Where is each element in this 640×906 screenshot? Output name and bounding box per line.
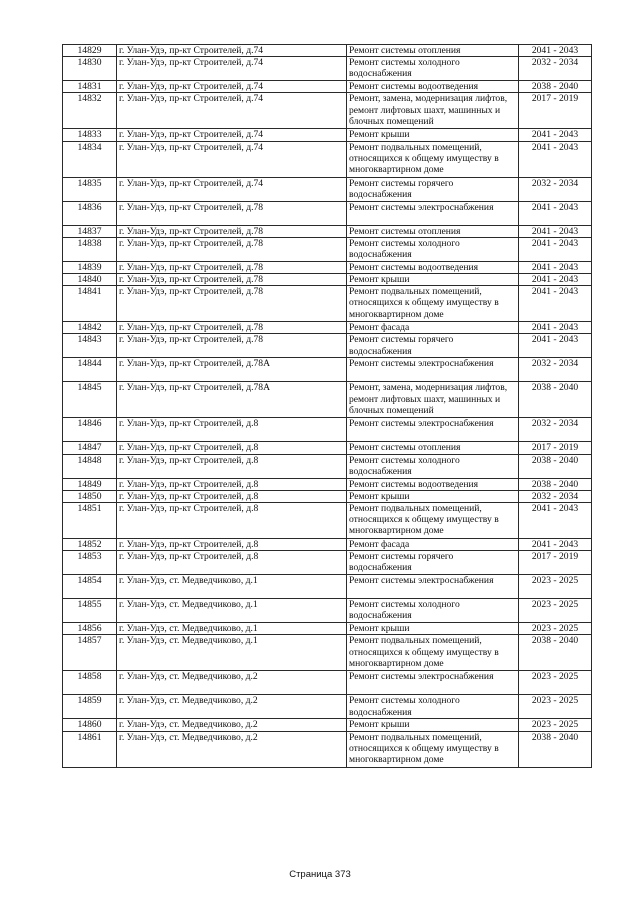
row-years: 2041 - 2043: [519, 141, 592, 177]
repair-schedule-table: [62, 44, 592, 768]
row-number: 14848: [63, 454, 117, 478]
row-address: г. Улан-Удэ, пр-кт Строителей, д.8: [117, 454, 347, 478]
page-number: Страница 373: [289, 869, 351, 880]
row-address: г. Улан-Удэ, пр-кт Строителей, д.74: [117, 45, 347, 57]
row-address: г. Улан-Удэ, ст. Медведчиково, д.1: [117, 623, 347, 635]
row-address: г. Улан-Удэ, пр-кт Строителей, д.78: [117, 201, 347, 225]
row-address: г. Улан-Удэ, пр-кт Строителей, д.74: [117, 129, 347, 141]
table-row: [63, 478, 592, 490]
row-years: 2038 - 2040: [519, 731, 592, 767]
row-work-type: Ремонт подвальных помещений, относящихся к общему имуществу в многоквартирном доме: [347, 286, 519, 322]
table-row: [63, 45, 592, 57]
row-work-type: Ремонт крыши: [347, 719, 519, 731]
table-row: [63, 358, 592, 382]
row-work-type: Ремонт системы водоотведения: [347, 478, 519, 490]
row-work-type: Ремонт системы электроснабжения: [347, 575, 519, 599]
row-number: 14830: [63, 57, 117, 81]
table-row: [63, 623, 592, 635]
row-address: г. Улан-Удэ, пр-кт Строителей, д.74: [117, 141, 347, 177]
row-work-type: Ремонт системы горячего водоснабжения: [347, 334, 519, 358]
row-years: 2041 - 2043: [519, 225, 592, 237]
row-address: г. Улан-Удэ, ст. Медведчиково, д.2: [117, 671, 347, 695]
row-years: 2041 - 2043: [519, 539, 592, 551]
row-years: 2017 - 2019: [519, 93, 592, 129]
row-years: 2023 - 2025: [519, 623, 592, 635]
row-number: 14829: [63, 45, 117, 57]
row-work-type: Ремонт системы холодного водоснабжения: [347, 599, 519, 623]
row-years: 2023 - 2025: [519, 575, 592, 599]
row-work-type: Ремонт крыши: [347, 623, 519, 635]
row-years: 2038 - 2040: [519, 382, 592, 418]
row-work-type: Ремонт фасада: [347, 322, 519, 334]
row-number: 14841: [63, 286, 117, 322]
row-number: 14849: [63, 478, 117, 490]
row-number: 14843: [63, 334, 117, 358]
row-number: 14861: [63, 731, 117, 767]
row-address: г. Улан-Удэ, пр-кт Строителей, д.8: [117, 503, 347, 539]
row-work-type: Ремонт, замена, модернизация лифтов, ремонт лифтовых шахт, машинных и блочных помещений: [347, 93, 519, 129]
row-address: г. Улан-Удэ, ст. Медведчиково, д.1: [117, 635, 347, 671]
table-row: [63, 599, 592, 623]
row-number: 14851: [63, 503, 117, 539]
row-number: 14837: [63, 225, 117, 237]
row-number: 14860: [63, 719, 117, 731]
row-work-type: Ремонт системы горячего водоснабжения: [347, 551, 519, 575]
row-number: 14835: [63, 177, 117, 201]
row-address: г. Улан-Удэ, пр-кт Строителей, д.8: [117, 490, 347, 502]
row-address: г. Улан-Удэ, ст. Медведчиково, д.1: [117, 599, 347, 623]
table-row: [63, 695, 592, 719]
table-row: [63, 719, 592, 731]
row-years: 2023 - 2025: [519, 671, 592, 695]
row-address: г. Улан-Удэ, пр-кт Строителей, д.74: [117, 57, 347, 81]
table-row: [63, 382, 592, 418]
row-address: г. Улан-Удэ, пр-кт Строителей, д.78: [117, 334, 347, 358]
table-row: [63, 141, 592, 177]
table-row: [63, 575, 592, 599]
row-years: 2038 - 2040: [519, 635, 592, 671]
table-body: [63, 45, 592, 768]
row-years: 2041 - 2043: [519, 503, 592, 539]
row-work-type: Ремонт системы отопления: [347, 442, 519, 454]
table-row: [63, 539, 592, 551]
row-work-type: Ремонт, замена, модернизация лифтов, ремонт лифтовых шахт, машинных и блочных помещений: [347, 382, 519, 418]
row-years: 2032 - 2034: [519, 418, 592, 442]
row-years: 2038 - 2040: [519, 81, 592, 93]
row-number: 14845: [63, 382, 117, 418]
row-address: г. Улан-Удэ, пр-кт Строителей, д.8: [117, 539, 347, 551]
row-address: г. Улан-Удэ, пр-кт Строителей, д.78: [117, 286, 347, 322]
row-work-type: Ремонт системы горячего водоснабжения: [347, 177, 519, 201]
row-address: г. Улан-Удэ, пр-кт Строителей, д.78: [117, 237, 347, 261]
table-row: [63, 261, 592, 273]
row-years: 2017 - 2019: [519, 442, 592, 454]
table-row: [63, 551, 592, 575]
table-row: [63, 286, 592, 322]
row-work-type: Ремонт системы электроснабжения: [347, 358, 519, 382]
row-years: 2041 - 2043: [519, 237, 592, 261]
table-row: [63, 81, 592, 93]
table-row: [63, 442, 592, 454]
row-work-type: Ремонт системы холодного водоснабжения: [347, 57, 519, 81]
table-row: [63, 490, 592, 502]
row-number: 14859: [63, 695, 117, 719]
table-row: [63, 322, 592, 334]
row-address: г. Улан-Удэ, пр-кт Строителей, д.78А: [117, 358, 347, 382]
row-years: 2017 - 2019: [519, 551, 592, 575]
row-work-type: Ремонт системы холодного водоснабжения: [347, 454, 519, 478]
row-years: 2041 - 2043: [519, 322, 592, 334]
row-number: 14846: [63, 418, 117, 442]
row-number: 14838: [63, 237, 117, 261]
row-work-type: Ремонт подвальных помещений, относящихся к общему имуществу в многоквартирном доме: [347, 635, 519, 671]
row-address: г. Улан-Удэ, пр-кт Строителей, д.78: [117, 322, 347, 334]
row-years: 2041 - 2043: [519, 286, 592, 322]
row-address: г. Улан-Удэ, пр-кт Строителей, д.78: [117, 274, 347, 286]
table-row: [63, 671, 592, 695]
row-work-type: Ремонт крыши: [347, 274, 519, 286]
row-address: г. Улан-Удэ, пр-кт Строителей, д.74: [117, 93, 347, 129]
row-years: 2032 - 2034: [519, 57, 592, 81]
row-number: 14855: [63, 599, 117, 623]
row-number: 14842: [63, 322, 117, 334]
row-work-type: Ремонт системы водоотведения: [347, 261, 519, 273]
row-years: 2038 - 2040: [519, 478, 592, 490]
row-number: 14833: [63, 129, 117, 141]
row-number: 14840: [63, 274, 117, 286]
table-row: [63, 274, 592, 286]
table-row: [63, 334, 592, 358]
row-years: 2041 - 2043: [519, 334, 592, 358]
row-number: 14839: [63, 261, 117, 273]
table-row: [63, 237, 592, 261]
row-number: 14850: [63, 490, 117, 502]
table-row: [63, 635, 592, 671]
row-years: 2023 - 2025: [519, 599, 592, 623]
row-address: г. Улан-Удэ, пр-кт Строителей, д.74: [117, 177, 347, 201]
row-address: г. Улан-Удэ, ст. Медведчиково, д.2: [117, 695, 347, 719]
row-work-type: Ремонт системы электроснабжения: [347, 201, 519, 225]
row-years: 2032 - 2034: [519, 177, 592, 201]
row-work-type: Ремонт системы отопления: [347, 45, 519, 57]
row-years: 2041 - 2043: [519, 45, 592, 57]
row-address: г. Улан-Удэ, пр-кт Строителей, д.78: [117, 261, 347, 273]
row-work-type: Ремонт подвальных помещений, относящихся к общему имуществу в многоквартирном доме: [347, 503, 519, 539]
row-address: г. Улан-Удэ, пр-кт Строителей, д.8: [117, 418, 347, 442]
row-years: 2023 - 2025: [519, 695, 592, 719]
row-years: 2041 - 2043: [519, 261, 592, 273]
table-row: [63, 454, 592, 478]
row-years: 2032 - 2034: [519, 490, 592, 502]
row-number: 14844: [63, 358, 117, 382]
row-work-type: Ремонт фасада: [347, 539, 519, 551]
row-number: 14831: [63, 81, 117, 93]
table-row: [63, 57, 592, 81]
row-number: 14857: [63, 635, 117, 671]
table-row: [63, 503, 592, 539]
row-years: 2041 - 2043: [519, 274, 592, 286]
table-row: [63, 177, 592, 201]
row-address: г. Улан-Удэ, ст. Медведчиково, д.2: [117, 719, 347, 731]
row-address: г. Улан-Удэ, пр-кт Строителей, д.8: [117, 551, 347, 575]
row-years: 2023 - 2025: [519, 719, 592, 731]
row-number: 14858: [63, 671, 117, 695]
row-number: 14852: [63, 539, 117, 551]
row-work-type: Ремонт крыши: [347, 129, 519, 141]
row-work-type: Ремонт системы электроснабжения: [347, 418, 519, 442]
row-years: 2041 - 2043: [519, 129, 592, 141]
table-row: [63, 93, 592, 129]
table-row: [63, 731, 592, 767]
row-number: 14834: [63, 141, 117, 177]
row-number: 14853: [63, 551, 117, 575]
row-years: 2038 - 2040: [519, 454, 592, 478]
row-years: 2041 - 2043: [519, 201, 592, 225]
row-work-type: Ремонт системы холодного водоснабжения: [347, 695, 519, 719]
row-address: г. Улан-Удэ, пр-кт Строителей, д.78А: [117, 382, 347, 418]
row-work-type: Ремонт подвальных помещений, относящихся к общему имуществу в многоквартирном доме: [347, 731, 519, 767]
table-row: [63, 201, 592, 225]
row-work-type: Ремонт крыши: [347, 490, 519, 502]
row-number: 14854: [63, 575, 117, 599]
table-row: [63, 225, 592, 237]
row-number: 14836: [63, 201, 117, 225]
row-address: г. Улан-Удэ, ст. Медведчиково, д.1: [117, 575, 347, 599]
row-address: г. Улан-Удэ, пр-кт Строителей, д.8: [117, 442, 347, 454]
row-number: 14832: [63, 93, 117, 129]
row-work-type: Ремонт системы электроснабжения: [347, 671, 519, 695]
row-number: 14847: [63, 442, 117, 454]
row-work-type: Ремонт подвальных помещений, относящихся к общему имуществу в многоквартирном доме: [347, 141, 519, 177]
row-address: г. Улан-Удэ, ст. Медведчиково, д.2: [117, 731, 347, 767]
row-work-type: Ремонт системы холодного водоснабжения: [347, 237, 519, 261]
row-work-type: Ремонт системы отопления: [347, 225, 519, 237]
row-address: г. Улан-Удэ, пр-кт Строителей, д.8: [117, 478, 347, 490]
row-number: 14856: [63, 623, 117, 635]
row-work-type: Ремонт системы водоотведения: [347, 81, 519, 93]
row-years: 2032 - 2034: [519, 358, 592, 382]
row-address: г. Улан-Удэ, пр-кт Строителей, д.74: [117, 81, 347, 93]
row-address: г. Улан-Удэ, пр-кт Строителей, д.78: [117, 225, 347, 237]
table-row: [63, 129, 592, 141]
table-row: [63, 418, 592, 442]
document-table-wrap: [62, 44, 591, 768]
